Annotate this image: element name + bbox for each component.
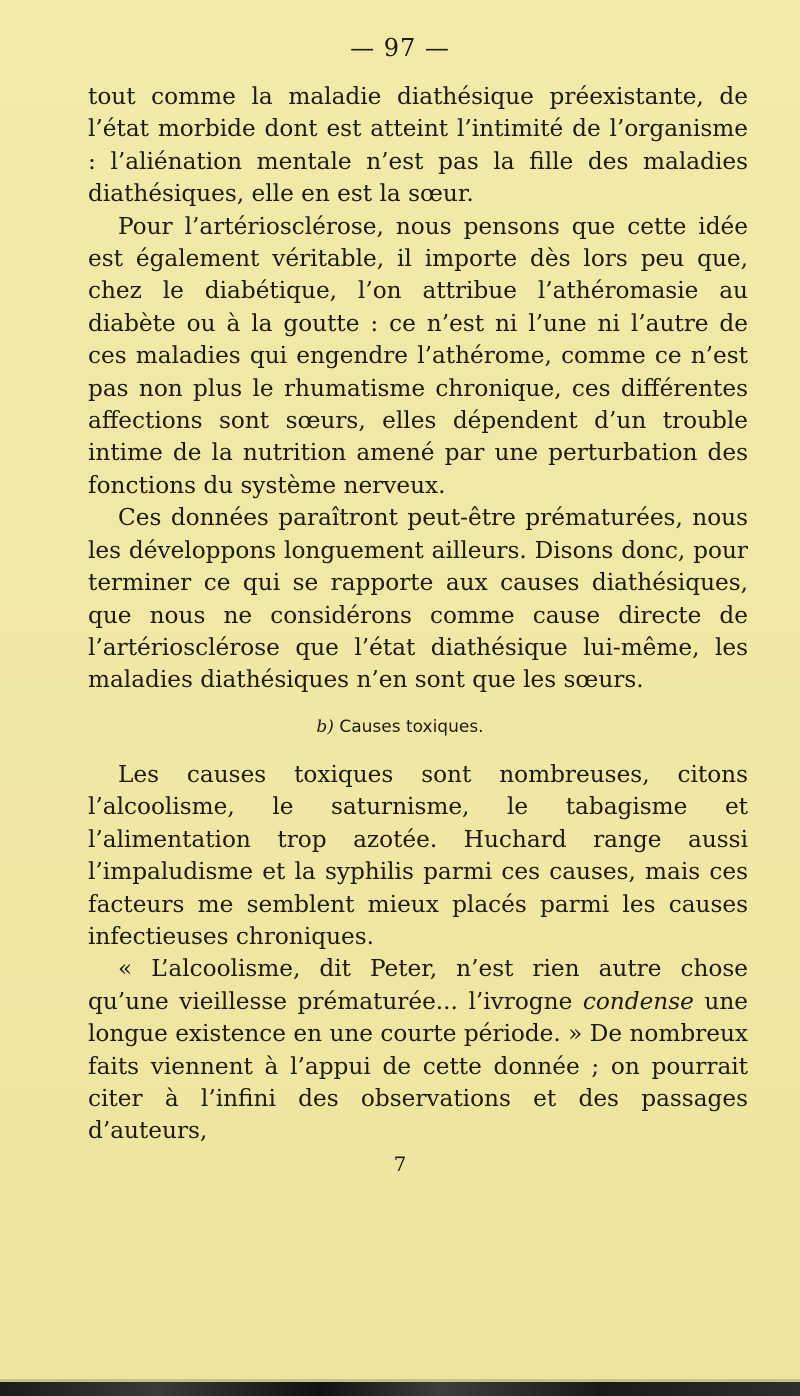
- signature-mark: 7: [393, 1152, 407, 1176]
- page-number: — 97 —: [350, 34, 450, 62]
- section-title: Causes toxiques.: [333, 717, 484, 737]
- quote-end: une longue existence en une courte période. » De nombreux faits viennent à l’appui de cette donnée ; on pourrait citer à l’infini des observations et des passages d’auteurs,: [88, 987, 748, 1145]
- text-block-diathesis: [88, 81, 748, 697]
- section-letter: b): [316, 717, 334, 737]
- scan-bottom-edge: [0, 1382, 800, 1396]
- text-block-toxic: [88, 759, 748, 1148]
- paragraph-peter-quote: [88, 953, 748, 1147]
- quote-emphasis: condense: [582, 987, 694, 1015]
- paragraph-conclusion: Ces données paraîtront peut-être prématurées, nous les développons longuement ailleurs. Disons donc, pour terminer ce qui se rapporte aux causes diathésiques, que nous ne considérons comme cause directe de l’artériosclérose que l’état diathésique lui-même, les maladies diathésiques n’en sont que les sœurs.: [88, 504, 748, 694]
- paragraph-continuation: tout comme la maladie diathésique préexistante, de l’état morbide dont est atteint l’intimité de l’organisme : l’aliénation mentale n’est pas la fille des maladies diathésiques, elle en est la sœur.: [88, 83, 748, 208]
- quote-start: « L’alcoolisme, dit Peter, n’est rien autre chose qu’une vieillesse prématurée... l’ivrogne: [88, 955, 748, 1015]
- paragraph-arteriosclerosis: Pour l’artériosclérose, nous pensons que cette idée est également véritable, il importe dès lors peu que, chez le diabétique, l’on attribue l’athéromasie au diabète ou à la goutte : ce n’est ni l’une ni l’autre de ces maladies qui engendre l’athérome, comme ce n’est pas non plus le rhumatisme chronique, ces différentes affections sont sœurs, elles dépendent d’un trouble intime de la nutrition amené par une perturbation des fonctions du système nerveux.: [88, 212, 748, 499]
- paragraph-toxic-causes: Les causes toxiques sont nombreuses, citons l’alcoolisme, le saturnisme, le tabagisme et l’alimentation trop azotée. Huchard range aussi l’impaludisme et la syphilis parmi ces causes, mais ces facteurs me semblent mieux placés parmi les causes infectieuses chroniques.: [88, 761, 748, 951]
- section-heading: [0, 717, 800, 737]
